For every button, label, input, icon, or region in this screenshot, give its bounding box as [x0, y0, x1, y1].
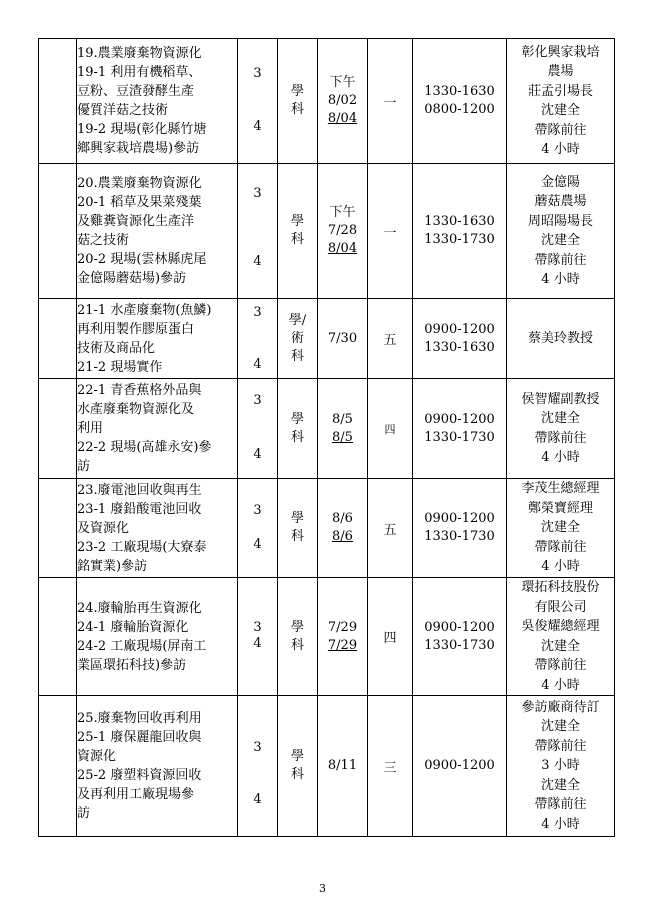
date-line: 8/04 — [327, 111, 358, 126]
topic-line: 訪 — [77, 806, 91, 821]
date-cell — [318, 379, 368, 479]
topic-line: 23-2 工廠現場(大寮泰 — [77, 539, 207, 555]
type-line: 學 — [290, 411, 304, 427]
date-cell — [318, 299, 368, 379]
index-cell — [39, 164, 77, 299]
date-line: 8/02 — [327, 93, 358, 108]
date-cell — [318, 39, 368, 164]
hours-lecture: 3 — [253, 620, 262, 635]
type-line: 學 — [290, 214, 304, 229]
time-line: 1330-1730 — [424, 429, 495, 445]
instructor-line: 4 小時 — [541, 450, 580, 465]
type-line: 科 — [290, 637, 304, 653]
time-cell — [413, 164, 507, 299]
time-line: 0900-1200 — [424, 619, 495, 635]
topic-line: 24-1 廢輪胎資源化 — [77, 619, 189, 635]
hours-practice: 4 — [253, 636, 262, 651]
time-cell — [413, 578, 507, 696]
topic-line: 訪 — [77, 459, 91, 474]
instructor-line: 吳俊耀總經理 — [521, 619, 600, 634]
weekday-cell: 五 — [368, 299, 413, 379]
instructor-line: 4 小時 — [541, 142, 580, 157]
instructor-line: 4 小時 — [541, 272, 580, 287]
date-line: 7/30 — [327, 330, 358, 346]
date-line: 8/6 — [332, 511, 353, 526]
type-cell — [278, 479, 318, 578]
date-cell — [318, 164, 368, 299]
instructor-cell — [507, 696, 615, 837]
date-line: 下午 — [329, 205, 356, 220]
time-line: 1330-1730 — [424, 232, 495, 247]
weekday-cell: 一 — [368, 39, 413, 164]
type-cell — [278, 299, 318, 379]
type-cell — [278, 578, 318, 696]
date-line: 8/11 — [327, 758, 358, 773]
instructor-line: 4 小時 — [541, 559, 580, 575]
type-cell — [278, 164, 318, 299]
time-cell — [413, 39, 507, 164]
topic-line: 銘實業)參訪 — [77, 558, 148, 574]
hours-cell — [238, 299, 278, 379]
hours-lecture: 3 — [253, 393, 262, 408]
type-line: 科 — [290, 429, 304, 445]
topic-line: 22-1 青香蕉格外品與 — [77, 383, 202, 398]
instructor-line: 帶隊前往 — [534, 797, 587, 813]
instructor-line: 周昭陽場長 — [527, 213, 593, 229]
type-line: 科 — [290, 529, 304, 544]
instructor-line: 金億陽 — [540, 174, 580, 190]
topic-cell — [77, 696, 238, 837]
topic-line: 菇之技術 — [77, 233, 130, 248]
type-line: 學 — [290, 749, 304, 764]
topic-line: 業區環拓科技)參訪 — [77, 657, 187, 673]
time-line: 0800-1200 — [424, 102, 495, 117]
topic-cell — [77, 299, 238, 379]
topic-line: 資源化 — [77, 749, 117, 764]
instructor-line: 沈建全 — [540, 233, 580, 248]
instructor-line: 有限公司 — [534, 599, 587, 615]
date-line: 下午 — [329, 75, 356, 90]
topic-cell — [77, 39, 238, 164]
hours-practice: 4 — [253, 447, 262, 462]
type-line: 科 — [290, 102, 304, 117]
topic-line: 24.廢輪胎再生資源化 — [77, 600, 202, 616]
type-cell — [278, 39, 318, 164]
instructor-cell — [507, 39, 615, 164]
time-line: 1330-1630 — [424, 339, 495, 355]
hours-cell — [238, 696, 278, 837]
instructor-line: 李茂生總經理 — [521, 481, 600, 497]
date-line: 8/6 — [332, 529, 353, 544]
instructor-line: 帶隊前往 — [534, 738, 587, 754]
topic-line: 技術及商品化 — [77, 340, 156, 356]
type-line: 術 — [290, 330, 304, 346]
instructor-line: 3 小時 — [541, 758, 580, 774]
topic-cell — [77, 479, 238, 578]
topic-line: 鄉興家栽培農場)參訪 — [77, 141, 200, 156]
hours-practice: 4 — [253, 537, 262, 552]
topic-line: 24-2 工廠現場(屏南工 — [77, 638, 207, 654]
time-line: 0900-1200 — [424, 321, 495, 337]
topic-line: 25-2 廢塑料資源回收 — [77, 768, 202, 783]
topic-line: 19.農業廢棄物資源化 — [77, 46, 202, 61]
course-schedule-table — [38, 38, 615, 837]
instructor-cell — [507, 299, 615, 379]
instructor-line: 4 小時 — [541, 816, 580, 832]
topic-line: 21-1 水產廢棄物(魚鱗) — [77, 302, 212, 318]
topic-line: 19-1 利用有機稻草、 — [77, 65, 202, 80]
topic-line: 21-2 現場實作 — [77, 359, 163, 375]
table-row — [39, 39, 615, 164]
type-line: 科 — [290, 232, 304, 247]
topic-cell — [77, 578, 238, 696]
index-cell — [39, 299, 77, 379]
index-cell — [39, 379, 77, 479]
time-line: 0900-1200 — [424, 758, 495, 773]
date-cell — [318, 479, 368, 578]
weekday-cell: 五 — [368, 479, 413, 578]
table-row — [39, 379, 615, 479]
time-cell — [413, 696, 507, 837]
type-line: 學 — [290, 619, 304, 635]
time-line: 1330-1730 — [424, 529, 495, 544]
hours-cell — [238, 379, 278, 479]
hours-lecture: 3 — [253, 305, 262, 320]
instructor-line: 沈建全 — [540, 103, 580, 118]
date-line: 8/04 — [327, 241, 358, 256]
topic-line: 20-2 現場(雲林縣虎尾 — [77, 252, 207, 267]
date-cell — [318, 578, 368, 696]
instructor-line: 沈建全 — [540, 520, 580, 536]
instructor-cell — [507, 379, 615, 479]
page-number: 3 — [319, 882, 326, 895]
instructor-line: 帶隊前往 — [534, 430, 587, 446]
instructor-cell — [507, 578, 615, 696]
instructor-line: 參訪廠商待訂 — [521, 699, 600, 715]
date-line: 7/28 — [327, 223, 358, 238]
type-line: 科 — [290, 767, 304, 782]
type-line: 學 — [290, 84, 304, 99]
hours-practice: 4 — [253, 357, 262, 372]
instructor-line: 4 小時 — [541, 677, 580, 693]
table-row — [39, 164, 615, 299]
time-cell — [413, 299, 507, 379]
table-row — [39, 696, 615, 837]
hours-cell — [238, 578, 278, 696]
instructor-line: 環拓科技股份 — [521, 580, 600, 595]
type-cell — [278, 379, 318, 479]
instructor-line: 莊孟引場長 — [527, 83, 593, 99]
topic-line: 25-1 廢保麗龍回收與 — [77, 730, 202, 745]
topic-line: 豆粉、豆渣發酵生產 — [77, 84, 195, 99]
topic-line: 金億陽蘑菇場)參訪 — [77, 271, 187, 286]
hours-lecture: 3 — [253, 503, 262, 518]
hours-lecture: 3 — [253, 186, 262, 201]
instructor-line: 蘑菇農場 — [534, 194, 587, 209]
topic-line: 及雞糞資源化生產洋 — [77, 214, 195, 229]
index-cell — [39, 696, 77, 837]
hours-practice: 4 — [253, 119, 262, 134]
time-line: 0900-1200 — [424, 411, 495, 427]
time-line: 0900-1200 — [424, 511, 495, 526]
date-cell — [318, 696, 368, 837]
topic-line: 23.廢電池回收與再生 — [77, 482, 202, 498]
date-line: 7/29 — [327, 619, 358, 635]
topic-line: 23-1 廢鉛酸電池回收 — [77, 501, 202, 517]
instructor-line: 沈建全 — [540, 411, 580, 426]
hours-cell — [238, 479, 278, 578]
weekday-cell: 三 — [368, 696, 413, 837]
instructor-line: 帶隊前往 — [534, 122, 587, 138]
hours-practice: 4 — [253, 792, 262, 807]
hours-cell — [238, 39, 278, 164]
type-cell — [278, 696, 318, 837]
instructor-line: 彰化興家栽培 — [521, 44, 600, 60]
topic-line: 19-2 現場(彰化縣竹塘 — [77, 122, 207, 137]
topic-line: 利用 — [77, 421, 104, 436]
instructor-cell — [507, 164, 615, 299]
topic-cell — [77, 379, 238, 479]
topic-line: 20.農業廢棄物資源化 — [77, 176, 202, 191]
index-cell — [39, 479, 77, 578]
time-cell — [413, 479, 507, 578]
time-line: 1330-1630 — [424, 214, 495, 229]
topic-line: 及資源化 — [77, 520, 130, 536]
instructor-line: 沈建全 — [540, 638, 580, 654]
instructor-line: 帶隊前往 — [534, 539, 587, 555]
topic-line: 優質洋菇之技術 — [77, 103, 169, 118]
date-line: 8/5 — [332, 429, 353, 445]
index-cell — [39, 578, 77, 696]
hours-lecture: 3 — [253, 740, 262, 755]
instructor-cell — [507, 479, 615, 578]
time-line: 1330-1730 — [424, 637, 495, 653]
type-line: 學 — [290, 511, 304, 526]
instructor-line: 侯智耀副教授 — [521, 391, 600, 407]
instructor-line: 沈建全 — [540, 719, 580, 735]
hours-lecture: 3 — [253, 66, 262, 81]
topic-line: 及再利用工廠現場參 — [77, 787, 195, 802]
instructor-line: 帶隊前往 — [534, 658, 587, 673]
date-line: 7/29 — [327, 637, 358, 653]
type-line: 學/ — [288, 312, 307, 328]
weekday-cell: 四 — [368, 379, 413, 479]
topic-line: 22-2 現場(高雄永安)參 — [77, 440, 212, 455]
instructor-line: 蔡美玲教授 — [527, 330, 593, 346]
topic-line: 水產廢棄物資源化及 — [77, 402, 195, 417]
index-cell — [39, 39, 77, 164]
weekday-cell: 四 — [368, 578, 413, 696]
time-cell — [413, 379, 507, 479]
instructor-line: 帶隊前往 — [534, 252, 587, 268]
table-row — [39, 479, 615, 578]
type-line: 科 — [290, 348, 304, 364]
weekday-cell: 一 — [368, 164, 413, 299]
hours-cell — [238, 164, 278, 299]
table-row — [39, 299, 615, 379]
topic-line: 20-1 稻草及果菜殘葉 — [77, 195, 202, 210]
instructor-line: 沈建全 — [540, 777, 580, 793]
instructor-line: 鄭榮寶經理 — [527, 500, 593, 516]
topic-cell — [77, 164, 238, 299]
date-line: 8/5 — [332, 411, 353, 427]
topic-line: 25.廢棄物回收再利用 — [77, 711, 202, 726]
topic-line: 再利用製作膠原蛋白 — [77, 321, 195, 337]
hours-practice: 4 — [253, 254, 262, 269]
time-line: 1330-1630 — [424, 84, 495, 99]
instructor-line: 農場 — [547, 64, 574, 79]
table-row — [39, 578, 615, 696]
